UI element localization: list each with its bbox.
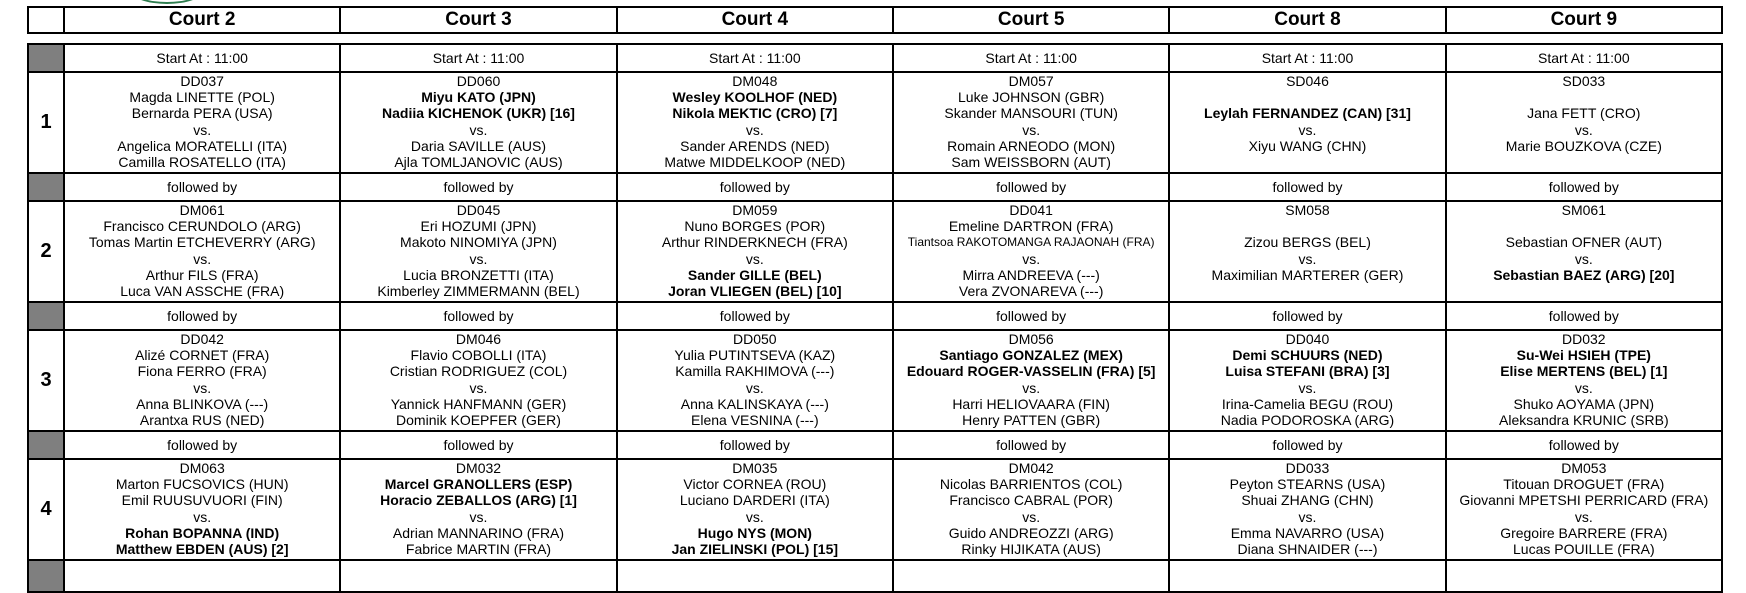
player-name: Nicolas BARRIENTOS (COL) [939, 476, 1123, 493]
player-name: Arthur FILS (FRA) [145, 266, 259, 283]
player-name: Su-Wei HSIEH (TPE) [1516, 347, 1651, 364]
round-number: 2 [28, 201, 64, 302]
followed-by-label: followed by [340, 302, 616, 330]
player-name: Titouan DROGUET (FRA) [1503, 476, 1665, 493]
match-cell [617, 459, 893, 560]
player-name: Sebastian OFNER (AUT) [1505, 234, 1662, 251]
versus-label: vs. [193, 508, 212, 525]
round-number: 3 [28, 330, 64, 431]
followed-by-label: followed by [1169, 302, 1445, 330]
player-name: Joran VLIEGEN (BEL) [10] [668, 282, 842, 299]
player-name: Luca VAN ASSCHE (FRA) [120, 282, 285, 299]
player-name: Zizou BERGS (BEL) [1244, 234, 1371, 251]
followed-by-label: followed by [893, 302, 1169, 330]
player-name [1170, 89, 1444, 105]
player-name: Vera ZVONAREVA (---) [958, 282, 1104, 299]
player-name: Mirra ANDREEVA (---) [962, 266, 1100, 283]
match-cell [340, 201, 616, 302]
versus-label: vs. [1022, 250, 1041, 267]
player-name: Nuno BORGES (POR) [684, 218, 826, 235]
player-name [1447, 89, 1721, 105]
player-name: Makoto NINOMIYA (JPN) [400, 234, 557, 251]
player-name: Francisco CERUNDOLO (ARG) [103, 218, 301, 235]
match-cell [340, 330, 616, 431]
followed-by-row [28, 302, 1722, 330]
player-name [1170, 218, 1444, 234]
followed-by-label: followed by [64, 302, 340, 330]
player-name: Sander GILLE (BEL) [687, 266, 822, 283]
match-code: DD037 [180, 73, 224, 89]
player-name: Luke JOHNSON (GBR) [958, 89, 1105, 106]
player-name: Harri HELIOVAARA (FIN) [952, 395, 1110, 412]
followed-by-label: followed by [1169, 431, 1445, 459]
gray-marker-cell [28, 173, 64, 201]
match-cell [1169, 201, 1445, 302]
player-name: Marcel GRANOLLERS (ESP) [384, 476, 573, 493]
match-cell [893, 459, 1169, 560]
match-row [28, 72, 1722, 173]
court-header-row [28, 7, 1722, 33]
player-name: Marton FUCSOVICS (HUN) [115, 476, 289, 493]
match-code: DD060 [456, 73, 501, 89]
court-header: Court 8 [1169, 7, 1445, 33]
tournament-logo [130, 0, 204, 4]
start-time-label: Start At : 11:00 [1446, 44, 1722, 72]
versus-label: vs. [1022, 121, 1041, 138]
followed-by-row [28, 431, 1722, 459]
match-row [28, 330, 1722, 431]
match-code: DM057 [1008, 73, 1054, 89]
player-name: Henry PATTEN (GBR) [962, 411, 1101, 428]
empty-cell [340, 560, 616, 592]
player-name: Kamilla RAKHIMOVA (---) [675, 363, 835, 380]
player-name: Wesley KOOLHOF (NED) [672, 89, 838, 106]
match-code: DM042 [1008, 460, 1054, 476]
player-name: Giovanni MPETSHI PERRICARD (FRA) [1459, 492, 1709, 509]
match-cell [893, 72, 1169, 173]
player-name: Tomas Martin ETCHEVERRY (ARG) [88, 234, 316, 251]
player-name: Lucas POUILLE (FRA) [1513, 540, 1655, 557]
player-name: Matthew EBDEN (AUS) [2] [115, 540, 289, 557]
match-cell [1446, 201, 1722, 302]
followed-by-label: followed by [1446, 173, 1722, 201]
gray-marker-cell [28, 560, 64, 592]
player-name: Irina-Camelia BEGU (ROU) [1221, 395, 1394, 412]
player-name: Peyton STEARNS (USA) [1229, 476, 1386, 493]
player-name: Bernarda PERA (USA) [131, 105, 273, 122]
player-name: Cristian RODRIGUEZ (COL) [389, 363, 568, 380]
start-time-label: Start At : 11:00 [340, 44, 616, 72]
gray-marker-cell [28, 44, 64, 72]
player-name: Lucia BRONZETTI (ITA) [403, 266, 554, 283]
match-cell [1446, 459, 1722, 560]
versus-label: vs. [1022, 508, 1041, 525]
match-code: DM035 [732, 460, 778, 476]
gray-marker-cell [28, 431, 64, 459]
versus-label: vs. [1298, 250, 1317, 267]
versus-label: vs. [469, 508, 488, 525]
match-code: DD032 [1562, 331, 1606, 347]
player-name: Guido ANDREOZZI (ARG) [948, 524, 1114, 541]
player-name: Horacio ZEBALLOS (ARG) [1] [380, 492, 577, 509]
versus-label: vs. [1298, 379, 1317, 396]
player-name: Magda LINETTE (POL) [129, 89, 275, 106]
versus-label: vs. [1574, 250, 1593, 267]
match-cell [64, 201, 340, 302]
match-code: DM061 [179, 202, 225, 218]
player-name: Elise MERTENS (BEL) [1] [1500, 363, 1668, 380]
player-name: Tiantsoa RAKOTOMANGA RAJAONAH (FRA) [907, 235, 1155, 250]
court-header: Court 3 [340, 7, 616, 33]
empty-cell [893, 560, 1169, 592]
versus-label: vs. [745, 121, 764, 138]
player-name [1170, 283, 1444, 299]
match-code: DD041 [1009, 202, 1053, 218]
match-cell [617, 330, 893, 431]
versus-label: vs. [1298, 121, 1317, 138]
match-row [28, 459, 1722, 560]
court-header: Court 4 [617, 7, 893, 33]
match-code: DM059 [732, 202, 778, 218]
match-cell [340, 459, 616, 560]
start-time-label: Start At : 11:00 [1169, 44, 1445, 72]
start-time-label: Start At : 11:00 [893, 44, 1169, 72]
match-cell [1169, 72, 1445, 173]
player-name: Miyu KATO (JPN) [421, 89, 536, 106]
player-name: Rohan BOPANNA (IND) [125, 524, 280, 541]
match-code: DM053 [1561, 460, 1607, 476]
round-number: 4 [28, 459, 64, 560]
player-name: Diana SHNAIDER (---) [1237, 540, 1378, 557]
match-code: SD033 [1562, 73, 1606, 89]
player-name: Demi SCHUURS (NED) [1232, 347, 1383, 364]
player-name: Shuko AOYAMA (JPN) [1513, 395, 1655, 412]
start-row [28, 44, 1722, 72]
player-name: Kimberley ZIMMERMANN (BEL) [377, 282, 580, 299]
player-name: Xiyu WANG (CHN) [1248, 137, 1367, 154]
player-name: Arantxa RUS (NED) [139, 411, 265, 428]
player-name: Elena VESNINA (---) [691, 411, 819, 428]
match-cell [1169, 330, 1445, 431]
followed-by-label: followed by [617, 431, 893, 459]
player-name: Anna KALINSKAYA (---) [680, 395, 829, 412]
player-name: Santiago GONZALEZ (MEX) [939, 347, 1123, 364]
match-code: SD046 [1286, 73, 1329, 89]
player-name [1447, 218, 1721, 234]
match-cell [1446, 330, 1722, 431]
match-code: DD040 [1285, 331, 1330, 347]
followed-by-label: followed by [617, 302, 893, 330]
match-code: DD033 [1285, 460, 1330, 476]
versus-label: vs. [193, 250, 212, 267]
match-cell [1169, 459, 1445, 560]
player-name: Flavio COBOLLI (ITA) [410, 347, 547, 364]
player-name: Fiona FERRO (FRA) [137, 363, 267, 380]
followed-by-label: followed by [340, 173, 616, 201]
player-name: Arthur RINDERKNECH (FRA) [661, 234, 848, 251]
player-name: Shuai ZHANG (CHN) [1241, 492, 1374, 509]
versus-label: vs. [1298, 508, 1317, 525]
empty-cell [617, 560, 893, 592]
player-name: Jana FETT (CRO) [1527, 105, 1641, 122]
player-name: Emil RUUSUVUORI (FIN) [121, 492, 283, 509]
player-name: Maximilian MARTERER (GER) [1211, 266, 1404, 283]
corner-cell [28, 7, 64, 33]
empty-row [28, 560, 1722, 592]
followed-by-label: followed by [617, 173, 893, 201]
player-name: Alizé CORNET (FRA) [135, 347, 270, 364]
versus-label: vs. [193, 121, 212, 138]
court-header: Court 5 [893, 7, 1169, 33]
court-header-table [27, 6, 1723, 34]
match-code: SM061 [1561, 202, 1606, 218]
player-name: Marie BOUZKOVA (CZE) [1505, 137, 1662, 154]
player-name: Leylah FERNANDEZ (CAN) [31] [1204, 105, 1411, 122]
player-name [1170, 154, 1444, 170]
player-name: Matwe MIDDELKOOP (NED) [664, 153, 846, 170]
followed-by-label: followed by [893, 431, 1169, 459]
order-of-play-table [27, 43, 1723, 593]
match-row [28, 201, 1722, 302]
match-code: DM046 [455, 331, 502, 347]
versus-label: vs. [1574, 508, 1593, 525]
player-name: Jan ZIELINSKI (POL) [15] [671, 540, 839, 557]
player-name: Aleksandra KRUNIC (SRB) [1499, 411, 1669, 428]
player-name: Nadia PODOROSKA (ARG) [1220, 411, 1395, 428]
player-name: Sander ARENDS (NED) [680, 137, 830, 154]
player-name: Yannick HANFMANN (GER) [390, 395, 567, 412]
followed-by-label: followed by [1446, 431, 1722, 459]
player-name: Camilla ROSATELLO (ITA) [118, 153, 286, 170]
versus-label: vs. [469, 379, 488, 396]
empty-cell [64, 560, 340, 592]
match-code: SM058 [1285, 202, 1330, 218]
player-name: Angelica MORATELLI (ITA) [117, 137, 288, 154]
followed-by-label: followed by [64, 173, 340, 201]
player-name: Skander MANSOURI (TUN) [944, 105, 1118, 122]
player-name [1447, 154, 1721, 170]
empty-cell [1169, 560, 1445, 592]
player-name: Sam WEISSBORN (AUT) [951, 153, 1111, 170]
match-cell [64, 459, 340, 560]
followed-by-label: followed by [893, 173, 1169, 201]
versus-label: vs. [745, 250, 764, 267]
start-time-label: Start At : 11:00 [617, 44, 893, 72]
followed-by-label: followed by [340, 431, 616, 459]
versus-label: vs. [1574, 379, 1593, 396]
followed-by-row [28, 173, 1722, 201]
player-name: Yulia PUTINTSEVA (KAZ) [674, 347, 836, 364]
player-name: Luisa STEFANI (BRA) [3] [1225, 363, 1390, 380]
match-code: DM032 [455, 460, 502, 476]
match-cell [64, 330, 340, 431]
player-name: Sebastian BAEZ (ARG) [20] [1493, 266, 1675, 283]
versus-label: vs. [1574, 121, 1593, 138]
match-cell [64, 72, 340, 173]
player-name: Luciano DARDERI (ITA) [679, 492, 830, 509]
match-code: DM048 [732, 73, 778, 89]
match-cell [617, 201, 893, 302]
match-cell [893, 201, 1169, 302]
player-name: Adrian MANNARINO (FRA) [392, 524, 565, 541]
match-code: DM063 [179, 460, 225, 476]
empty-cell [1446, 560, 1722, 592]
match-cell [893, 330, 1169, 431]
match-cell [617, 72, 893, 173]
match-code: DD045 [456, 202, 501, 218]
match-code: DM056 [1008, 331, 1054, 347]
player-name: Fabrice MARTIN (FRA) [405, 540, 552, 557]
match-code: DD050 [733, 331, 777, 347]
player-name: Edouard ROGER-VASSELIN (FRA) [5] [906, 363, 1156, 380]
followed-by-label: followed by [1446, 302, 1722, 330]
start-time-label: Start At : 11:00 [64, 44, 340, 72]
player-name: Dominik KOEPFER (GER) [396, 411, 561, 428]
player-name: Romain ARNEODO (MON) [947, 137, 1116, 154]
player-name: Gregoire BARRERE (FRA) [1500, 524, 1668, 541]
gray-marker-cell [28, 302, 64, 330]
player-name: Eri HOZUMI (JPN) [420, 218, 537, 235]
player-name: Hugo NYS (MON) [697, 524, 812, 541]
player-name: Rinky HIJIKATA (AUS) [961, 540, 1101, 557]
versus-label: vs. [745, 379, 764, 396]
player-name: Francisco CABRAL (POR) [949, 492, 1113, 509]
player-name: Emma NAVARRO (USA) [1230, 524, 1385, 541]
court-header: Court 9 [1446, 7, 1722, 33]
match-code: DD042 [180, 331, 224, 347]
player-name: Victor CORNEA (ROU) [683, 476, 827, 493]
player-name: Daria SAVILLE (AUS) [410, 137, 547, 154]
player-name: Nikola MEKTIC (CRO) [7] [672, 105, 838, 122]
versus-label: vs. [193, 379, 212, 396]
versus-label: vs. [1022, 379, 1041, 396]
player-name: Anna BLINKOVA (---) [136, 395, 269, 412]
versus-label: vs. [469, 121, 488, 138]
court-header: Court 2 [64, 7, 340, 33]
followed-by-label: followed by [64, 431, 340, 459]
player-name: Nadiia KICHENOK (UKR) [16] [382, 105, 575, 122]
player-name: Emeline DARTRON (FRA) [948, 218, 1114, 235]
match-cell [1446, 72, 1722, 173]
versus-label: vs. [469, 250, 488, 267]
player-name: Ajla TOMLJANOVIC (AUS) [394, 153, 563, 170]
round-number: 1 [28, 72, 64, 173]
player-name [1447, 283, 1721, 299]
followed-by-label: followed by [1169, 173, 1445, 201]
versus-label: vs. [745, 508, 764, 525]
match-cell [340, 72, 616, 173]
